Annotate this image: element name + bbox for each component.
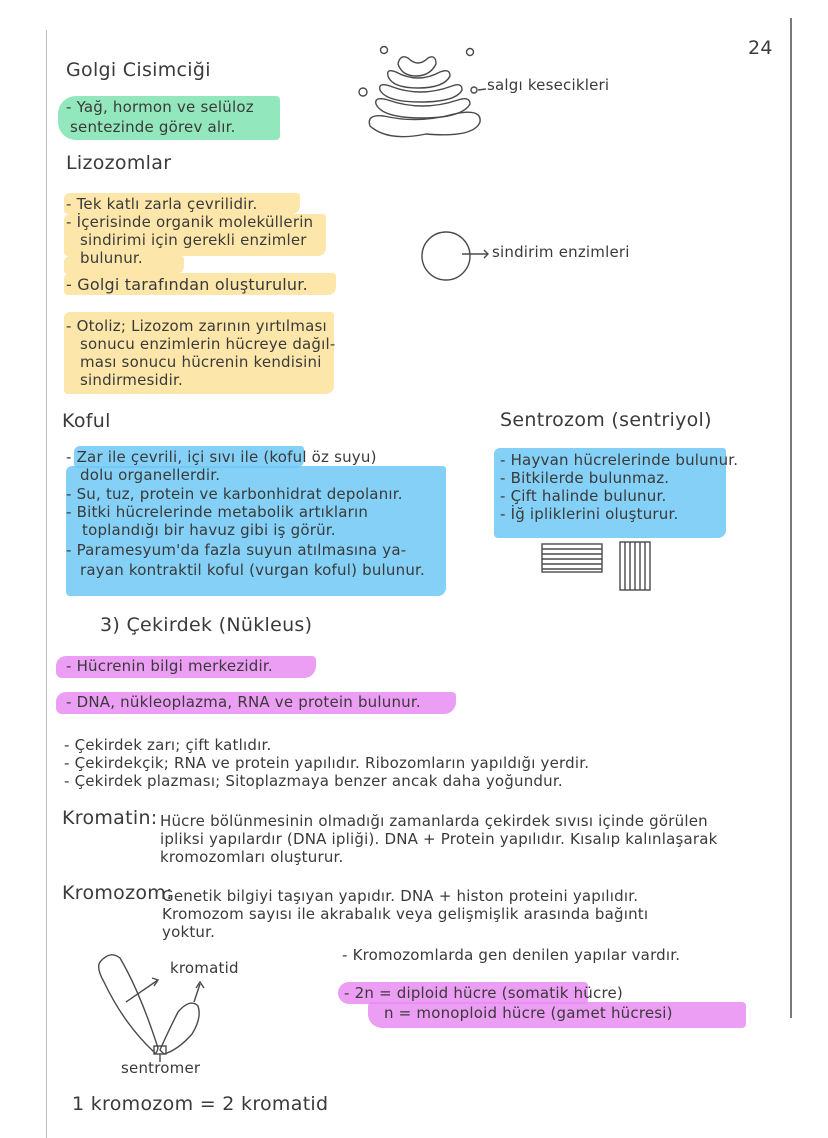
- lizozom-line-8: ması sonucu hücrenin kendisini: [80, 353, 322, 371]
- koful-line-2: dolu organellerdir.: [80, 466, 221, 484]
- sentrozom-line-3: - Çift halinde bulunur.: [500, 487, 667, 505]
- lizozomlar-title: Lizozomlar: [66, 152, 172, 174]
- centriole-diagram: [540, 540, 660, 600]
- lizozom-line-9: sindirmesidir.: [80, 371, 183, 389]
- sentromer-label: sentromer: [121, 1059, 201, 1077]
- koful-line-4: - Bitki hücrelerinde metabolik artıkların: [66, 503, 369, 521]
- sentrozom-line-1: - Hayvan hücrelerinde bulunur.: [500, 451, 739, 469]
- golgi-line-1: - Yağ, hormon ve selüloz: [66, 98, 254, 116]
- lizozom-diagram-label: sindirim enzimleri: [492, 243, 630, 261]
- cekirdek-line-1: - Çekirdek zarı; çift katlıdır.: [64, 736, 272, 754]
- kromatid-label: kromatid: [170, 959, 239, 977]
- kromozom-line-2: Kromozom sayısı ile akrabalık veya gelişmişlik arasında bağıntı: [162, 905, 649, 923]
- notebook-left-margin-line: [46, 30, 47, 1138]
- golgi-title: Golgi Cisimciği: [66, 59, 211, 81]
- sentrozom-title: Sentrozom (sentriyol): [500, 409, 712, 431]
- ploidy-line-2: n = monoploid hücre (gamet hücresi): [384, 1004, 673, 1022]
- ploidy-line-1: - 2n = diploid hücre (somatik hücre): [344, 984, 623, 1002]
- koful-line-3: - Su, tuz, protein ve karbonhidrat depolanır.: [66, 485, 403, 503]
- kromozom-equation: 1 kromozom = 2 kromatid: [72, 1093, 329, 1115]
- kromozom-line-3: yoktur.: [162, 923, 216, 941]
- kromatin-line-1: Hücre bölünmesinin olmadığı zamanlarda çekirdek sıvısı içinde görülen: [160, 812, 708, 830]
- kromozom-term: Kromozom:: [62, 882, 173, 904]
- kromatin-term: Kromatin:: [62, 807, 158, 829]
- cekirdek-line-3: - Çekirdek plazması; Sitoplazmaya benzer ancak daha yoğundur.: [64, 772, 563, 790]
- notebook-right-edge-line: [790, 18, 792, 1018]
- kromozom-gene-line: - Kromozomlarda gen denilen yapılar vardır.: [342, 946, 681, 964]
- golgi-diagram-label: salgı kesecikleri: [487, 76, 610, 94]
- koful-line-7: rayan kontraktil koful (vurgan koful) bulunur.: [80, 561, 426, 579]
- page-number: 24: [748, 37, 773, 59]
- lizozom-line-4: bulunur.: [80, 249, 143, 267]
- koful-title: Koful: [62, 410, 111, 432]
- koful-line-5: toplandığı bir havuz gibi iş görür.: [82, 521, 336, 539]
- sentrozom-line-2: - Bitkilerde bulunmaz.: [500, 469, 670, 487]
- lysosome-circle-diagram: [420, 228, 492, 288]
- lizozom-line-5: - Golgi tarafından oluşturulur.: [66, 275, 308, 294]
- golgi-line-2: sentezinde görev alır.: [70, 118, 236, 136]
- koful-line-1: - Zar ile çevrili, içi sıvı ile (koful öz suyu): [66, 448, 377, 466]
- lizozom-line-2: - İçerisinde organik moleküllerin: [66, 213, 314, 231]
- cekirdek-line-2: - Çekirdekçik; RNA ve protein yapılıdır. Ribozomların yapıldığı yerdir.: [64, 754, 590, 772]
- kromozom-line-1: Genetik bilgiyi taşıyan yapıdır. DNA + histon proteini yapılıdır.: [162, 887, 639, 905]
- lizozom-line-3: sindirimi için gerekli enzimler: [80, 231, 307, 249]
- kromatin-line-3: kromozomları oluşturur.: [160, 848, 344, 866]
- cekirdek-title: 3) Çekirdek (Nükleus): [100, 614, 313, 636]
- lizozom-line-1: - Tek katlı zarla çevrilidir.: [66, 195, 258, 213]
- cekirdek-highlight-2: - DNA, nükleoplazma, RNA ve protein bulunur.: [66, 693, 421, 711]
- kromatin-line-2: ipliksi yapılardır (DNA ipliği). DNA + Protein yapılıdır. Kısalıp kalınlaşarak: [160, 830, 718, 848]
- lizozom-line-7: sonucu enzimlerin hücreye dağıl-: [80, 335, 336, 353]
- koful-line-6: - Paramesyum'da fazla suyun atılmasına ya-: [66, 541, 407, 559]
- sentrozom-line-4: - İğ ipliklerini oluşturur.: [500, 505, 679, 523]
- lizozom-line-6: - Otoliz; Lizozom zarının yırtılması: [66, 317, 327, 335]
- cekirdek-highlight-1: - Hücrenin bilgi merkezidir.: [66, 657, 273, 675]
- golgi-apparatus-diagram: [358, 42, 488, 142]
